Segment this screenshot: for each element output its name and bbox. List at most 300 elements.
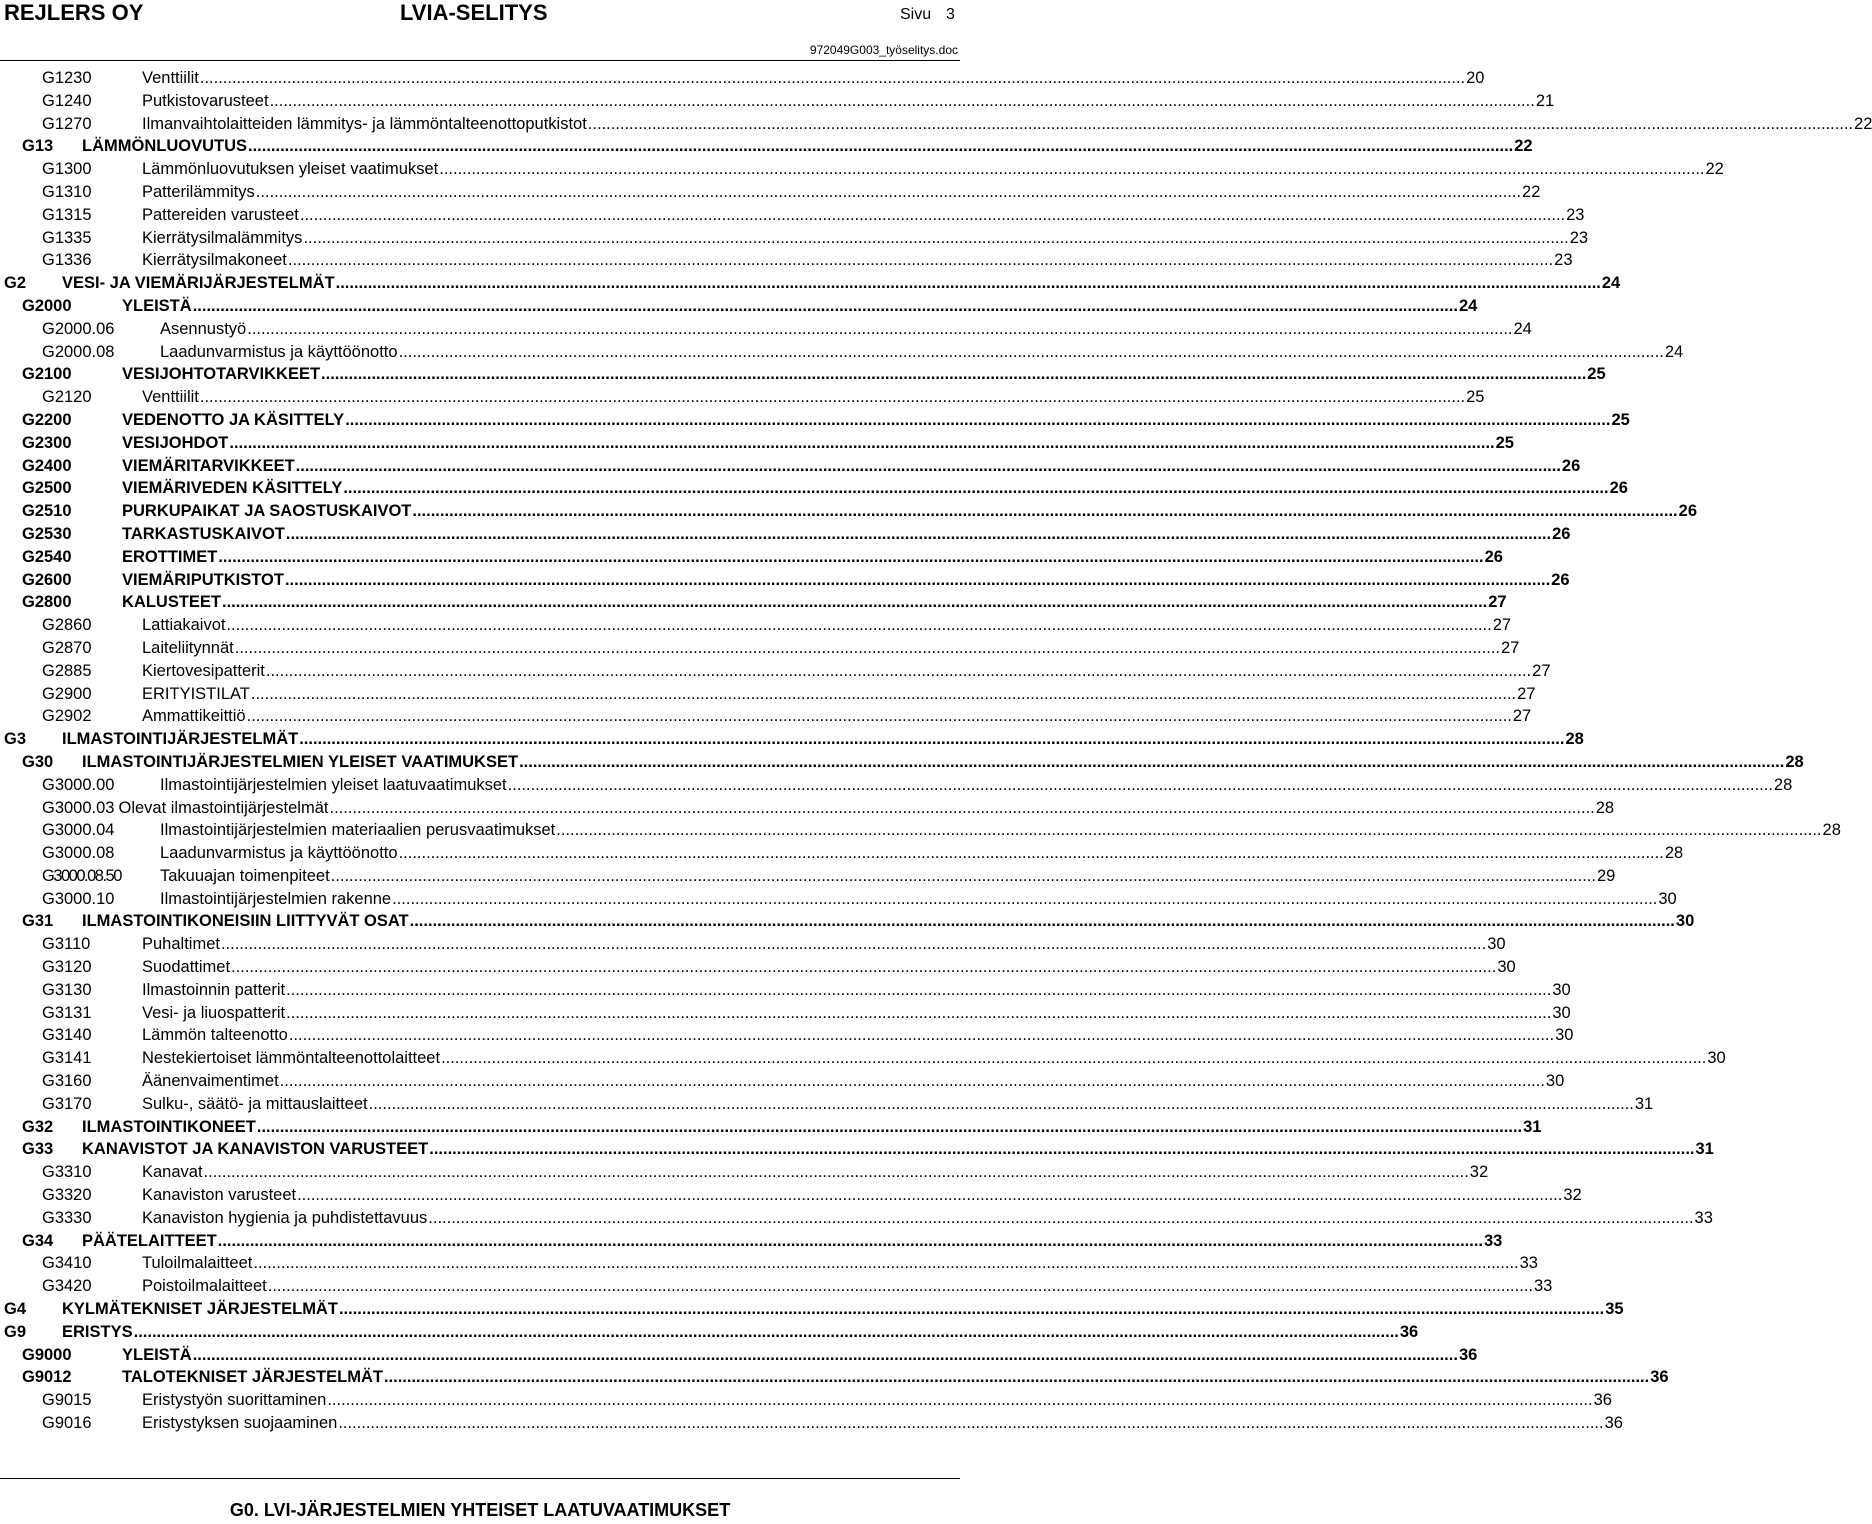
toc-dot-leader	[336, 272, 1601, 295]
toc-section-title: Putkistovarusteet	[142, 91, 269, 110]
toc-section-number: G2300	[22, 433, 72, 452]
toc-dot-leader	[399, 842, 1664, 865]
toc-section-number: G3	[4, 730, 27, 749]
toc-dot-leader	[270, 90, 1535, 113]
toc-section-title: Nestekiertoiset lämmöntalteenottolaitteet	[142, 1049, 441, 1068]
toc-section-title: VESIJOHTOTARVIKKEET	[122, 365, 321, 384]
document-title: LVIA-SELITYS	[400, 0, 548, 25]
toc-page-number: 30	[1487, 935, 1506, 954]
toc-dot-leader	[428, 1207, 1693, 1230]
toc-dot-leader	[231, 956, 1496, 979]
toc-section-number: G3131	[42, 1003, 92, 1022]
toc-section-title: Tuloilmalaitteet	[142, 1254, 253, 1273]
toc-page-number: 27	[1532, 661, 1551, 680]
toc-entry[interactable]	[0, 637, 1520, 660]
toc-section-number: G9012	[22, 1368, 72, 1387]
toc-section-number: G2500	[22, 479, 72, 498]
toc-entry[interactable]	[0, 181, 1541, 204]
toc-section-title: Venttiilit	[142, 69, 199, 87]
toc-section-number: G2600	[22, 570, 72, 589]
toc-section-title: KALUSTEET	[122, 593, 221, 612]
toc-dot-leader	[251, 683, 1516, 706]
toc-section-title: Eristystyön suorittaminen	[142, 1391, 327, 1410]
toc-page-number: 26	[1551, 570, 1570, 589]
toc-entry[interactable]	[0, 660, 1551, 683]
toc-entry[interactable]	[0, 227, 1589, 250]
toc-entry[interactable]	[0, 888, 1677, 911]
toc-section-title: Laiteliitynnät	[142, 638, 234, 657]
toc-section-number: G1230	[42, 69, 92, 87]
toc-section-title: Ilmanvaihtolaitteiden lämmitys- ja lämmöntalteenottoputkistot	[142, 114, 587, 133]
toc-page-number: 29	[1596, 866, 1616, 885]
toc-entry[interactable]	[0, 1161, 1489, 1184]
toc-section-number: G3130	[42, 980, 92, 999]
toc-section-title: Suodattimet	[142, 958, 231, 977]
toc-entry[interactable]	[0, 386, 1485, 409]
toc-page-number: 27	[1517, 684, 1536, 703]
toc-section-number: G13	[22, 137, 54, 156]
toc-dot-leader	[296, 455, 1561, 478]
page-header	[0, 0, 960, 62]
toc-section-number: G9016	[42, 1414, 92, 1433]
toc-entry[interactable]	[0, 295, 1478, 318]
toc-entry[interactable]	[0, 1252, 1538, 1275]
toc-dot-leader	[343, 477, 1608, 500]
toc-section-title: VIEMÄRIVEDEN KÄSITTELY	[122, 479, 343, 498]
toc-page-number: 22	[1854, 114, 1872, 133]
toc-section-number: G3170	[42, 1094, 92, 1113]
toc-section-title: Kanavat	[142, 1163, 203, 1182]
toc-section-number: G2400	[22, 456, 72, 475]
toc-entry[interactable]	[0, 1389, 1612, 1412]
toc-page-number: 24	[1601, 274, 1621, 293]
toc-section-title: Patterilämmitys	[142, 182, 255, 201]
toc-section-title: YLEISTÄ	[122, 1345, 192, 1364]
page-number: 3	[946, 6, 955, 23]
toc-entry[interactable]	[0, 956, 1516, 979]
toc-page-number: 36	[1399, 1322, 1419, 1341]
footer-divider	[0, 1478, 960, 1479]
toc-dot-leader	[369, 1093, 1634, 1116]
toc-section-number: G3000.10	[42, 889, 115, 908]
toc-dot-leader	[439, 158, 1704, 181]
toc-section-title: Kanaviston varusteet	[142, 1186, 297, 1205]
section-heading	[0, 1500, 960, 1521]
toc-dot-leader	[218, 546, 1483, 569]
page-label: Sivu	[900, 6, 932, 23]
toc-page-number: 30	[1552, 1003, 1571, 1022]
toc-page-number: 33	[1519, 1254, 1538, 1273]
toc-page-number: 31	[1523, 1117, 1542, 1136]
toc-entry[interactable]	[0, 318, 1532, 341]
toc-dot-leader	[257, 1116, 1522, 1139]
toc-section-title: ERITYISTILAT	[142, 684, 250, 703]
toc-section-title: ILMASTOINTIJÄRJESTELMIEN YLEISET VAATIMUKSET	[82, 752, 519, 771]
toc-section-number: G2000.08	[42, 342, 115, 361]
toc-entry[interactable]	[0, 1207, 1713, 1230]
toc-entry[interactable]	[0, 1047, 1726, 1070]
toc-dot-leader	[204, 1161, 1469, 1184]
toc-page-number: 28	[1595, 798, 1615, 817]
toc-section-number: G9000	[22, 1345, 72, 1364]
toc-section-number: G3320	[42, 1186, 92, 1205]
toc-section-number: G3310	[42, 1163, 92, 1182]
toc-dot-leader	[247, 318, 1512, 341]
toc-section-number: G1336	[42, 251, 92, 270]
toc-section-title: Olevat ilmastointijärjestelmät	[118, 798, 329, 817]
toc-page-number: 26	[1561, 456, 1581, 475]
toc-page-number: 28	[1773, 775, 1793, 794]
toc-page-number: 22	[1522, 182, 1541, 201]
toc-dot-leader	[556, 819, 1821, 842]
toc-page-number: 23	[1566, 205, 1585, 224]
toc-entry[interactable]	[0, 477, 1628, 500]
toc-dot-leader	[229, 432, 1494, 455]
toc-section-title: Äänenvaimentimet	[142, 1072, 279, 1091]
toc-dot-leader	[441, 1047, 1706, 1070]
toc-page-number: 27	[1488, 593, 1507, 612]
toc-entry[interactable]	[0, 1298, 1624, 1321]
toc-section-title: LÄMMÖNLUOVUTUS	[82, 137, 247, 156]
toc-section-number: G2200	[22, 410, 72, 429]
toc-section-number: G9	[4, 1322, 27, 1341]
toc-page-number: 27	[1500, 638, 1520, 657]
toc-entry[interactable]	[0, 1344, 1478, 1367]
toc-section-title: Ilmastointijärjestelmien materiaalien perusvaatimukset	[160, 821, 556, 840]
toc-section-title: KANAVISTOT JA KANAVISTON VARUSTEET	[82, 1140, 429, 1159]
toc-page-number: 33	[1533, 1277, 1553, 1296]
toc-entry[interactable]	[0, 1024, 1574, 1047]
toc-entry[interactable]	[0, 1002, 1571, 1025]
toc-page-number: 31	[1634, 1094, 1654, 1113]
toc-page-number: 30	[1497, 958, 1516, 977]
toc-section-number: G2510	[22, 502, 72, 521]
toc-page-number: 36	[1458, 1345, 1478, 1364]
toc-entry[interactable]	[0, 1366, 1669, 1389]
toc-page-number: 27	[1492, 616, 1512, 635]
toc-section-number: G1300	[42, 160, 92, 179]
toc-entry[interactable]	[0, 1412, 1623, 1435]
toc-entry[interactable]	[0, 455, 1581, 478]
toc-section-number: G1315	[42, 205, 92, 224]
toc-entry[interactable]	[0, 705, 1532, 728]
toc-entry[interactable]	[0, 432, 1514, 455]
toc-section-title: TARKASTUSKAIVOT	[122, 524, 285, 543]
toc-section-title: Pattereiden varusteet	[142, 205, 299, 224]
toc-dot-leader	[226, 614, 1491, 637]
toc-section-title: Lattiakaivot	[142, 616, 226, 635]
toc-entry[interactable]	[0, 90, 1555, 113]
toc-page-number: 26	[1678, 502, 1697, 521]
toc-entry[interactable]	[0, 819, 1841, 842]
toc-entry[interactable]	[0, 67, 1485, 90]
toc-page-number: 24	[1664, 342, 1684, 361]
toc-section-title: VIEMÄRIPUTKISTOT	[122, 570, 284, 589]
toc-entry[interactable]	[0, 751, 1804, 774]
toc-section-title: Laadunvarmistus ja käyttöönotto	[160, 844, 398, 863]
toc-section-title: Lämmön talteenotto	[142, 1026, 288, 1045]
toc-dot-leader	[345, 409, 1610, 432]
toc-entry[interactable]	[0, 865, 1616, 888]
toc-dot-leader	[248, 135, 1513, 158]
toc-entry[interactable]	[0, 569, 1570, 592]
toc-section-title: EROTTIMET	[122, 547, 218, 566]
toc-page-number: 32	[1469, 1163, 1489, 1182]
toc-section-title: ILMASTOINTIKONEISIIN LIITTYVÄT OSAT	[82, 912, 409, 931]
toc-page-number: 36	[1650, 1368, 1669, 1387]
toc-dot-leader	[193, 1344, 1458, 1367]
toc-page-number: 30	[1658, 889, 1677, 908]
toc-section-number: G3000.03	[42, 798, 115, 817]
toc-dot-leader	[588, 113, 1853, 136]
toc-entry[interactable]	[0, 1138, 1714, 1161]
toc-section-title: VIEMÄRITARVIKKEET	[122, 456, 295, 475]
toc-dot-leader	[253, 1252, 1518, 1275]
toc-section-number: G31	[22, 912, 54, 931]
toc-section-title: ERISTYS	[62, 1322, 133, 1341]
toc-entry[interactable]	[0, 1230, 1503, 1253]
toc-page-number: 32	[1563, 1186, 1582, 1205]
toc-dot-leader	[221, 933, 1486, 956]
toc-page-number: 25	[1611, 410, 1630, 429]
toc-entry[interactable]	[0, 341, 1684, 364]
toc-section-number: G2000.06	[42, 319, 115, 338]
toc-dot-leader	[280, 1070, 1545, 1093]
toc-entry[interactable]	[0, 158, 1724, 181]
toc-section-title: VESI- JA VIEMÄRIJÄRJESTELMÄT	[62, 274, 335, 293]
toc-dot-leader	[286, 979, 1551, 1002]
toc-page-number: 23	[1569, 228, 1589, 247]
toc-entry[interactable]	[0, 797, 1615, 820]
toc-section-number: G3410	[42, 1254, 92, 1273]
toc-entry[interactable]	[0, 1275, 1553, 1298]
toc-section-title: Eristystyksen suojaaminen	[142, 1414, 338, 1433]
toc-page-number: 25	[1466, 388, 1485, 407]
toc-section-number: G2900	[42, 684, 92, 703]
toc-section-title: Lämmönluovutuksen yleiset vaatimukset	[142, 160, 439, 179]
toc-page-number: 26	[1552, 524, 1571, 543]
toc-page-number: 28	[1664, 844, 1684, 863]
toc-dot-leader	[338, 1412, 1603, 1435]
toc-dot-leader	[321, 363, 1586, 386]
toc-dot-leader	[519, 751, 1784, 774]
toc-dot-leader	[392, 888, 1657, 911]
toc-section-number: G32	[22, 1117, 54, 1136]
toc-entry[interactable]	[0, 500, 1697, 523]
toc-dot-leader	[412, 500, 1677, 523]
toc-page-number: 35	[1605, 1300, 1624, 1319]
toc-section-title: Kierrätysilmalämmitys	[142, 228, 303, 247]
toc-page-number: 21	[1535, 91, 1555, 110]
toc-entry[interactable]	[0, 979, 1571, 1002]
toc-dot-leader	[300, 204, 1565, 227]
toc-entry[interactable]	[0, 1070, 1565, 1093]
toc-dot-leader	[286, 523, 1551, 546]
toc-section-number: G1310	[42, 182, 92, 201]
toc-section-number: G34	[22, 1231, 54, 1250]
toc-section-number: G3330	[42, 1208, 92, 1227]
toc-section-number: G2000	[22, 296, 72, 315]
toc-section-number: G2120	[42, 388, 92, 407]
toc-section-number: G30	[22, 752, 54, 771]
toc-entry[interactable]	[0, 204, 1585, 227]
toc-section-number: G3420	[42, 1277, 92, 1296]
toc-entry[interactable]	[0, 728, 1584, 751]
toc-section-title: Kiertovesipatterit	[142, 661, 265, 680]
toc-dot-leader	[200, 67, 1465, 90]
toc-entry[interactable]	[0, 614, 1512, 637]
toc-page-number: 30	[1675, 912, 1695, 931]
toc-entry[interactable]	[0, 1184, 1582, 1207]
toc-entry[interactable]	[0, 683, 1536, 706]
toc-section-number: G3140	[42, 1026, 92, 1045]
toc-entry[interactable]	[0, 363, 1606, 386]
toc-section-number: G1270	[42, 114, 92, 133]
toc-dot-leader	[410, 910, 1675, 933]
toc-page-number: 25	[1587, 365, 1606, 384]
toc-page-number: 27	[1512, 707, 1532, 726]
toc-entry[interactable]	[0, 933, 1506, 956]
toc-dot-leader	[134, 1321, 1399, 1344]
toc-section-title: YLEISTÄ	[122, 296, 192, 315]
toc-dot-leader	[235, 637, 1500, 660]
toc-section-title: Ilmastointijärjestelmien rakenne	[160, 889, 392, 908]
toc-dot-leader	[429, 1138, 1694, 1161]
toc-page-number: 22	[1705, 160, 1724, 179]
toc-dot-leader	[303, 227, 1568, 250]
toc-section-number: G2870	[42, 638, 92, 657]
toc-section-number: G3000.00	[42, 775, 115, 794]
toc-dot-leader	[286, 1002, 1551, 1025]
toc-section-number: G2540	[22, 547, 72, 566]
toc-page-number: 30	[1552, 980, 1571, 999]
toc-section-title: Ilmastointijärjestelmien yleiset laatuvaatimukset	[160, 775, 507, 794]
section-heading-text: G0. LVI-JÄRJESTELMIEN YHTEISET LAATUVAATIMUKSET	[229, 1500, 731, 1520]
toc-section-title: Venttiilit	[142, 388, 199, 407]
toc-entry[interactable]	[0, 409, 1630, 432]
toc-page-number: 30	[1545, 1072, 1565, 1091]
toc-page-number: 22	[1514, 137, 1533, 156]
toc-section-title: PURKUPAIKAT JA SAOSTUSKAIVOT	[122, 502, 412, 521]
toc-dot-leader	[329, 797, 1594, 820]
toc-section-title: Sulku-, säätö- ja mittauslaitteet	[142, 1094, 368, 1113]
toc-section-number: G2885	[42, 661, 92, 680]
toc-entry[interactable]	[0, 774, 1793, 797]
toc-section-number: G2530	[22, 524, 72, 543]
toc-section-number: G3000.08.50	[42, 866, 121, 885]
toc-section-number: G33	[22, 1140, 54, 1159]
toc-dot-leader	[200, 386, 1465, 409]
toc-page-number: 30	[1707, 1049, 1726, 1068]
toc-entry[interactable]	[0, 546, 1503, 569]
toc-section-number: G9015	[42, 1391, 92, 1410]
toc-section-number: G2860	[42, 616, 92, 635]
toc-dot-leader	[289, 1024, 1554, 1047]
toc-page-number: 28	[1822, 821, 1841, 840]
toc-section-title: Poistoilmalaitteet	[142, 1277, 267, 1296]
company-name: REJLERS OY	[4, 0, 144, 25]
toc-page-number: 28	[1785, 752, 1804, 771]
toc-page-number: 30	[1555, 1026, 1574, 1045]
toc-page-number: 24	[1513, 319, 1532, 338]
toc-entry[interactable]	[0, 842, 1684, 865]
toc-dot-leader	[327, 1389, 1592, 1412]
toc-page-number: 33	[1694, 1208, 1713, 1227]
toc-section-number: G2100	[22, 365, 72, 384]
toc-section-title: ILMASTOINTIJÄRJESTELMÄT	[62, 730, 299, 749]
toc-section-title: Kierrätysilmakoneet	[142, 251, 287, 270]
toc-section-title: Kanaviston hygienia ja puhdistettavuus	[142, 1208, 428, 1227]
toc-dot-leader	[218, 1230, 1483, 1253]
toc-section-title: Asennustyö	[160, 319, 247, 338]
toc-section-number: G3000.08	[42, 844, 115, 863]
toc-section-number: G4	[4, 1300, 27, 1319]
toc-section-title: VEDENOTTO JA KÄSITTELY	[122, 410, 345, 429]
toc-page-number: 31	[1695, 1140, 1714, 1159]
toc-section-title: KYLMÄTEKNISET JÄRJESTELMÄT	[62, 1300, 338, 1319]
toc-entry[interactable]	[0, 1321, 1419, 1344]
toc-dot-leader	[339, 1298, 1604, 1321]
toc-section-title: Vesi- ja liuospatterit	[142, 1003, 286, 1022]
toc-page-number: 28	[1565, 730, 1584, 749]
toc-dot-leader	[399, 341, 1664, 364]
table-of-contents	[0, 67, 1872, 1435]
toc-section-title: VESIJOHDOT	[122, 433, 229, 452]
toc-dot-leader	[247, 705, 1512, 728]
toc-entry[interactable]	[0, 1116, 1542, 1139]
toc-section-number: G3160	[42, 1072, 92, 1091]
toc-dot-leader	[508, 774, 1773, 797]
toc-entry[interactable]	[0, 910, 1695, 933]
toc-page-number: 26	[1609, 479, 1628, 498]
toc-entry[interactable]	[0, 523, 1571, 546]
toc-dot-leader	[299, 728, 1564, 751]
toc-section-number: G3000.04	[42, 821, 115, 840]
toc-entry[interactable]	[0, 591, 1507, 614]
toc-dot-leader	[288, 249, 1553, 272]
toc-section-title: Ammattikeittiö	[142, 707, 246, 726]
toc-entry[interactable]	[0, 113, 1872, 136]
toc-dot-leader	[384, 1366, 1649, 1389]
toc-section-title: Takuuajan toimenpiteet	[160, 866, 330, 885]
toc-dot-leader	[193, 295, 1458, 318]
toc-section-title: TALOTEKNISET JÄRJESTELMÄT	[122, 1368, 383, 1387]
toc-dot-leader	[331, 865, 1596, 888]
toc-section-title: Ilmastoinnin patterit	[142, 980, 286, 999]
toc-section-number: G1335	[42, 228, 92, 247]
toc-section-number: G1240	[42, 91, 92, 110]
toc-dot-leader	[297, 1184, 1562, 1207]
toc-section-number: G2	[4, 274, 27, 293]
toc-page-number: 36	[1593, 1391, 1612, 1410]
toc-section-number: G2902	[42, 707, 92, 726]
toc-dot-leader	[256, 181, 1521, 204]
toc-entry[interactable]	[0, 1093, 1654, 1116]
document-filename: 972049G003_työselitys.doc	[809, 43, 958, 57]
toc-entry[interactable]	[0, 135, 1533, 158]
toc-page-number: 25	[1495, 433, 1514, 452]
toc-page-number: 33	[1484, 1231, 1503, 1250]
toc-section-number: G3141	[42, 1049, 92, 1068]
toc-entry[interactable]	[0, 249, 1573, 272]
toc-dot-leader	[266, 660, 1531, 683]
toc-page-number: 20	[1466, 69, 1485, 87]
toc-section-number: G3110	[42, 935, 91, 954]
toc-entry[interactable]	[0, 272, 1621, 295]
toc-dot-leader	[285, 569, 1550, 592]
header-divider	[0, 60, 960, 61]
toc-page-number: 23	[1554, 251, 1573, 270]
